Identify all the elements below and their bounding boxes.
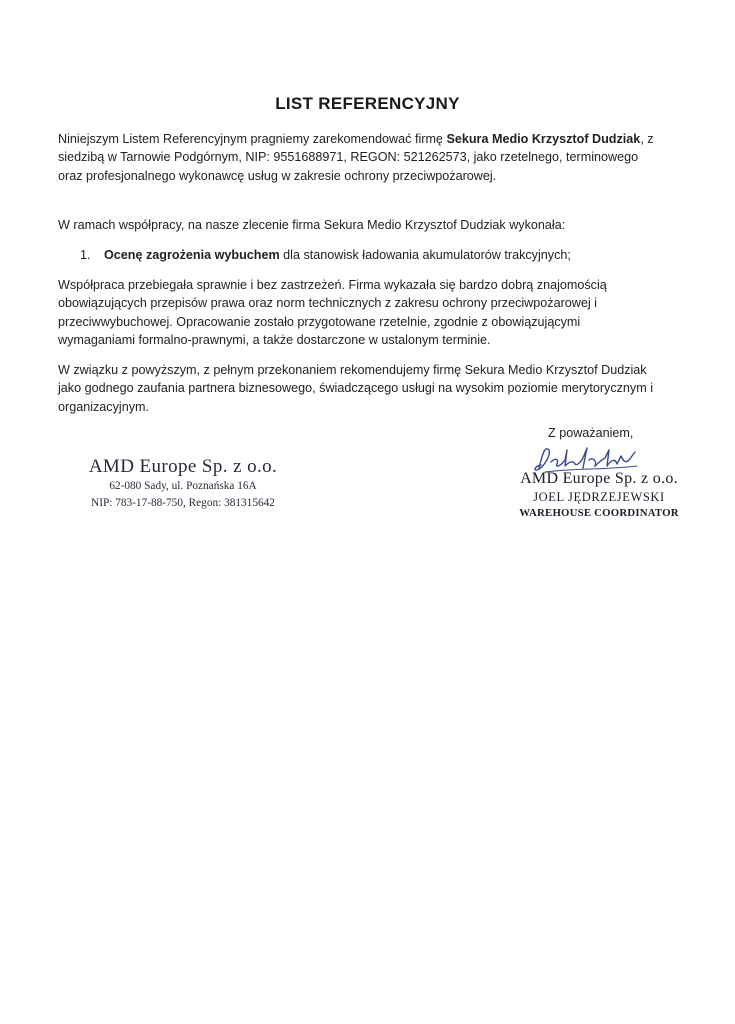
stamp-ids: NIP: 783-17-88-750, Regon: 381315642 — [91, 497, 275, 509]
intro-text-end: , z siedzibą w Tarnowie Podgórnym, NIP: 9551688971, REGON: 521262573, jako rzetelnego, terminowego oraz profesjonalnego wykonawcę usług w zakresie ochrony przeciwpożarowej. — [58, 132, 654, 183]
scope-paragraph: W ramach współpracy, na nasze zlecenie firma Sekura Medio Krzysztof Dudziak wykonała: — [58, 218, 566, 232]
recommendation-paragraph: W związku z powyższym, z pełnym przekonaniem rekomendujemy firmę Sekura Medio Krzysztof Dudziak jako godnego zaufania partnera biznesowego, świadczącego usługi na wysokim poziomie merytorycznym i organizacyjnym. — [58, 363, 654, 414]
closing-salutation: Z poważaniem, — [548, 426, 634, 440]
letter-title: LIST REFERENCYJNY — [275, 94, 460, 113]
intro-text-start: Niniejszym Listem Referencyjnym pragniemy zarekomendować firmę — [58, 132, 447, 146]
list-item-text: dla stanowisk ładowania akumulatorów trakcyjnych; — [279, 248, 571, 262]
cooperation-paragraph: Współpraca przebiegała sprawnie i bez zastrzeżeń. Firma wykazała się bardzo dobrą znajomością obowiązujących przepisów prawa oraz norm technicznych z zakresu ochrony przeciwpożarowej i przeciwwybuchowej. Opracowanie zostało przygotowane rzetelnie, zgodnie z obowiązującymi wymaganiami formalno-prawnymi, a także dostarczone w ustalonym terminie. — [58, 278, 607, 348]
signatory-company: AMD Europe Sp. z o.o. — [520, 470, 678, 487]
signatory-stamp — [504, 470, 694, 519]
company-stamp — [68, 456, 298, 512]
firm-name: Sekura Medio Krzysztof Dudziak — [446, 132, 641, 146]
stamp-company-name: AMD Europe Sp. z o.o. — [88, 456, 278, 477]
signatory-name: JOEL JĘDRZEJEWSKI — [533, 490, 665, 504]
list-item — [80, 246, 660, 264]
signatory-role: WAREHOUSE COORDINATOR — [519, 507, 679, 519]
intro-paragraph — [58, 130, 658, 185]
stamp-address: 62-080 Sady, ul. Poznańska 16A — [109, 480, 257, 492]
list-item-bold: Ocenę zagrożenia wybuchem — [104, 248, 280, 262]
list-item-number: 1. — [80, 248, 91, 262]
